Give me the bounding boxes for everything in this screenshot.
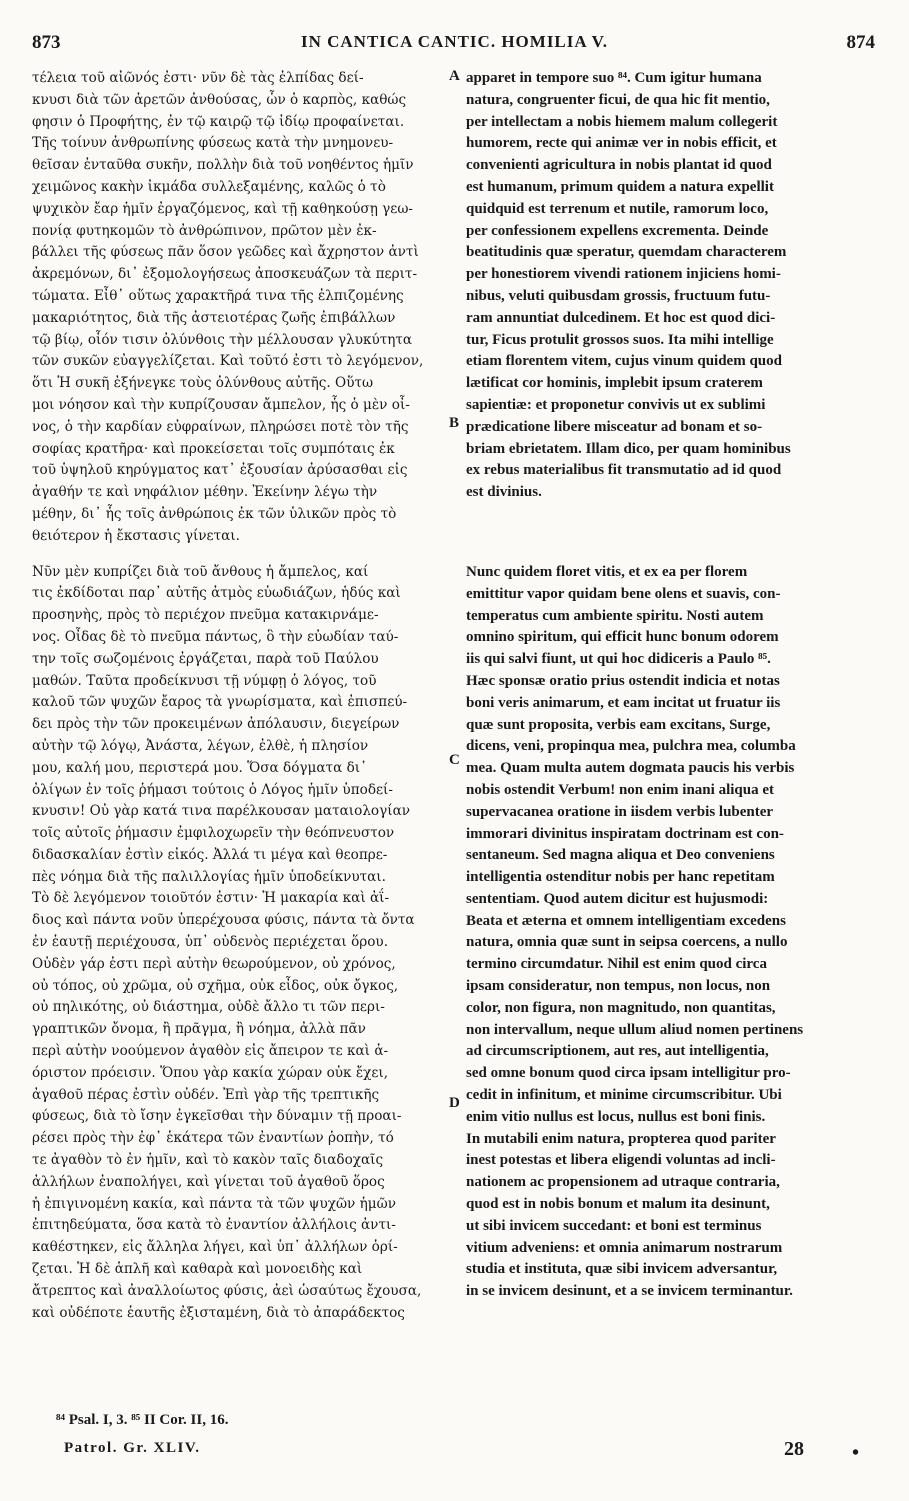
greek-text-line: πονίᾳ φυτηκομῶν τὸ ἀνθρώπινον, πρῶτον μὲν ἐκ- [32,222,377,239]
left-column-number: 873 [32,32,61,53]
section-marker-b: B [449,415,460,431]
latin-text-line: ram annuntiat dulcedinem. Et hoc est quod dici- [466,309,776,326]
greek-text-line: φύσεως, διὰ τὸ ἴσην ἐγκεῖσθαι τὴν δύναμιν τῇ προαι- [32,1108,402,1125]
greek-text-line: περὶ αὐτὴν νοούμενον ἀγαθὸν εἰς ἄπειρον τε καὶ ἀ- [32,1043,389,1060]
latin-text-line: nobis ostendit Verbum! non enim inani aliqua et [466,781,774,798]
greek-text-line: δει πρὸς τὴν τῶν προκειμένων ἀπόλαυσιν, διεγείρων [32,716,400,733]
greek-text-line: ἄτρεπτος καὶ ἀναλλοίωτος φύσις, ἀεὶ ὡσαύτως ἔχουσα, [32,1282,422,1299]
greek-text-line: ἀλλήλων ἐναπολήγει, καὶ γίνεται τοῦ ἀγαθοῦ ὅρος [32,1173,385,1190]
latin-paragraph-1 [466,68,876,504]
printer-mark: • [852,1442,860,1464]
latin-text-line: omnino spiritum, qui efficit hunc bonum odorem [466,629,779,646]
greek-text-line: διδασκαλίαν ἐστὶν εἰκός. Ἀλλά τι μέγα καὶ θεοπρε- [32,846,388,863]
greek-text-line: αὐτὴν τῷ λόγῳ, Ἀνάστα, λέγων, ἐλθὲ, ἡ πλησίον [32,737,369,754]
greek-text-line: τῷ βίῳ, οἷόν τισιν ὀλύνθοις τὴν μέλλουσαν γλυκύτητα [32,331,413,348]
section-marker-a: A [449,68,460,84]
latin-text-line: natura, omnia quæ sunt in seipsa coercens, a nullo [466,934,788,951]
latin-text-line: per confessionem expellens excrementa. Deinde [466,222,769,239]
latin-text-line: briam ebrietatem. Illam dico, per quam hominibus [466,440,791,457]
latin-text-line: quod est in nobis bonum et malum ita desinunt, [466,1196,770,1213]
latin-text-line: Hæc sponsæ oratio prius ostendit indicia et notas [466,672,780,689]
greek-text-line: καὶ οὐδέποτε ἑαυτῆς ἐξισταμένη, διὰ τὸ ἀπαράδεκτος [32,1304,405,1321]
latin-text-line: inest potestas et libera eligendi voluntas ad incli- [466,1152,776,1169]
greek-text-line: Νῦν μὲν κυπρίζει διὰ τοῦ ἄνθους ἡ ἄμπελος, καί [32,563,369,580]
greek-text-line: μου, καλή μου, περιστερά μου. Ὅσα δόγματα δι᾽ [32,759,367,776]
greek-text-line: ἀγαθοῦ πέρας ἐστὶν οὐδέν. Ἐπὶ γὰρ τῆς τρεπτικῆς [32,1086,380,1103]
latin-text-line: ipsam consideratur, non tempus, non locus, non [466,978,771,995]
latin-text-line: In mutabili enim natura, propterea quod pariter [466,1130,776,1147]
greek-text-line: τῶν συκῶν εὐαγγελίζεται. Καὶ τοῦτό ἐστι τὸ λεγόμενον, [32,353,424,370]
greek-text-line: καλοῦ τῶν ψυχῶν ἔαρος τὰ γνωρίσματα, καὶ ἐπισπεύ- [32,694,408,711]
latin-text-line: Nunc quidem floret vitis, et ex ea per florem [466,563,748,580]
latin-text-line: est divinius. [466,484,542,501]
latin-text-line: studia et instituta, quæ sibi invicem adversantur, [466,1261,778,1278]
source-line: Patrol. Gr. XLIV. [64,1440,201,1456]
section-marker-d: D [449,1095,460,1111]
greek-text-line: οὐ τόπος, οὐ χρῶμα, οὐ σχῆμα, οὐκ εἶδος, οὐκ ὄγκος, [32,977,399,994]
greek-text-line: χειμῶνος κακὴν ἰκμάδα συλλεξαμένης, καλῶς ὁ τὸ [32,178,386,195]
greek-text-line: γραπτικῶν ὄνομα, ἢ πρᾶγμα, ἢ νόημα, ἀλλὰ πᾶν [32,1021,366,1038]
greek-text-line: θειότερον ἡ ἔκστασις γίνεται. [32,527,240,544]
greek-text-line: καθέστηκεν, εἰς ἄλληλα λήγει, καὶ ὑπ᾽ ἀλλήλων ὁρί- [32,1239,398,1256]
greek-paragraph-2 [32,562,444,1325]
greek-text-line: ἡ ἐπιγινομένη κακία, καὶ πάντα τὰ τῶν ψυχῶν ἡμῶν [32,1195,396,1212]
latin-text-line: in se invicem desinunt, et a se invicem terminantur. [466,1283,793,1300]
latin-text-line: nibus, veluti quibusdam grossis, fructuum futu- [466,287,771,304]
greek-paragraph-1 [32,68,444,548]
greek-text-line: Τῆς τοίνυν ἀνθρωπίνης φύσεως κατὰ τὴν μνημονευ- [32,135,394,152]
latin-text-line: sed omne bonum quod circa ipsam intelligitur pro- [466,1065,791,1082]
latin-text-line: est humanum, primum quidem a natura expellit [466,178,774,195]
greek-text-line: ρέσει πρὸς τὴν ἐφ᾽ ἑκάτερα τῶν ἐναντίων ῥοπὴν, τό [32,1130,394,1147]
greek-text-line: τώματα. Εἶθ᾽ οὕτως χαρακτῆρά τινα τῆς ἐλπιζομένης [32,287,404,304]
running-title: IN CANTICA CANTIC. HOMILIA V. [300,32,609,51]
latin-text-line: Beata et æterna et omnem intelligentiam excedens [466,912,786,929]
greek-text-line: Τὸ δὲ λεγόμενον τοιοῦτόν ἐστιν· Ἡ μακαρία καὶ ἀΐ- [32,890,390,907]
latin-text-line: mea. Quam multa autem dogmata paucis his verbis [466,760,795,777]
greek-text-line: ὀλίγων ἐν τοῖς ῥήμασι τούτοις ὁ Λόγος ἡμῖν ὑποδεί- [32,781,393,798]
greek-text-line: προσηνὴς, πρὸς τὸ περιέχον πνεῦμα κατακιρνάμε- [32,607,379,624]
greek-text-line: τε ἀγαθὸν τὸ ἐν ἡμῖν, καὶ τὸ κακὸν ταῖς διαδοχαῖς [32,1152,384,1169]
latin-text-line: ad circumscriptionem, aut res, aut intelligentia, [466,1043,769,1060]
greek-text-line: τοῖς αὐτοῖς ῥήμασιν ἐμφιλοχωρεῖν τὴν θεόπνευστον [32,825,395,842]
latin-text-line: natura, congruenter ficui, de qua hic fit mentio, [466,91,770,108]
latin-text-line: beatitudinis quæ speratur, quemdam characterem [466,244,787,261]
latin-text-line: prædicatione libere misceatur ad bonam et so- [466,418,763,435]
greek-text-line: όριστον πρόεισιν. Ὅπου γὰρ κακία χώραν οὐκ ἔχει, [32,1064,389,1081]
latin-text-line: convenienti agricultura in nobis plantat id quod [466,157,772,174]
latin-text-line: immorari divinitus inspiratam doctrinam est con- [466,825,784,842]
latin-text-line: etiam florentem vitem, cujus vinum quidem quod [466,353,782,370]
greek-text-line: την τοῖς σωζομένοις ἐργάζεται, παρὰ τοῦ Παύλου [32,650,379,667]
latin-text-line: dicens, veni, propinqua mea, pulchra mea, columba [466,738,796,755]
right-column-number: 874 [846,32,875,53]
latin-paragraph-2 [466,562,876,1303]
greek-text-line: νος. Οἶδας δὲ τὸ πνεῦμα πάντως, ὃ τὴν εὐωδίαν ταύ- [32,628,399,645]
greek-text-line: φησιν ὁ Προφήτης, ἐν τῷ καιρῷ τῷ ἰδίῳ προφαίνεται. [32,113,405,130]
latin-text-line: ex rebus materialibus fit transmutatio ad id quod [466,462,782,479]
greek-text-line: ζεται. Ἡ δὲ ἁπλῆ καὶ καθαρὰ καὶ μονοειδὴς καὶ [32,1261,363,1278]
latin-text-line: apparet in tempore suo ⁸⁴. Cum igitur humana [466,70,762,86]
greek-text-line: μακαριότητος, διὰ τῆς ἀστειοτέρας ζωῆς ἐπιβάλλων [32,309,396,326]
greek-text-line: μαθών. Ταῦτα προδείκνυσι τῇ νύμφῃ ὁ λόγος, τοῦ [32,672,377,689]
latin-text-line: boni veris animarum, et eam incitat ut fruatur iis [466,694,781,711]
footnotes: ⁸⁴ Psal. I, 3. ⁸⁵ II Cor. II, 16. [56,1412,229,1428]
latin-text-line: tur, Ficus protulit grossos suos. Ita mihi intellige [466,331,774,348]
greek-text-line: ὅτι Ἡ συκῆ ἐξήνεγκε τοὺς ὀλύνθους αὐτῆς. Οὕτω [32,375,374,392]
latin-text-line: quæ sunt proposita, verbis eam excitans, Surge, [466,716,771,733]
latin-text-line: quidquid est terrenum et nutile, ramorum loco, [466,200,769,217]
latin-text-line: per intellectam a nobis hiemem malum collegerit [466,113,778,130]
latin-text-line: enim vitio nullus est locus, nullus est boni finis. [466,1108,766,1125]
greek-column [32,68,444,1324]
greek-text-line: ἐπιτηδεύματα, ὅσα κατὰ τὸ ἐναντίον ἀλλήλοις ἀντι- [32,1217,396,1234]
latin-text-line: nationem ac propensionem ad utraque contraria, [466,1174,780,1191]
greek-text-line: θεῖσαν ἐνταῦθα συκῆν, πολλὴν διὰ τοῦ νοηθέντος ἡμῖν [32,157,414,174]
latin-text-line: color, non figura, non magnitudo, non quantitas, [466,999,776,1016]
greek-text-line: Οὐδὲν γάρ ἐστι περὶ αὐτὴν θεωρούμενον, οὐ χρόνος, [32,955,396,972]
latin-text-line: ut sibi invicem succedant: et boni est terminus [466,1217,762,1234]
greek-text-line: τοῦ ὑψηλοῦ κηρύγματος κατ᾽ ἐξουσίαν ἀρύσασθαι εἰς [32,462,408,479]
greek-text-line: τις ἐκδίδοται παρ᾽ αὐτῆς ἀτμὸς εὐωδιάζων, ἡδύς καὶ [32,585,401,602]
latin-text-line: sapientiæ: et proponetur convivis ut ex sublimi [466,396,766,413]
latin-text-line: sententiam. Quod autem dicitur est hujusmodi: [466,890,769,907]
section-marker-c: C [449,752,460,768]
latin-text-line: humorem, recte qui animæ ver in nobis efficit, et [466,135,777,152]
greek-text-line: τέλεια τοῦ αἰῶνός ἐστι· νῦν δὲ τὰς ἐλπίδας δεί- [32,70,364,86]
latin-text-line: vitium adveniens: et omnia animarum nostrarum [466,1239,783,1256]
latin-text-line: supervacanea oratione in iisdem verbis lubenter [466,803,774,820]
greek-text-line: σοφίας κρατῆρα· καὶ προκείσεται τοῖς συμπόταις ἐκ [32,440,395,457]
greek-text-line: βάλλει τῆς φύσεως πᾶν ὅσον γεῶδες καὶ ἄχρηστον ἀντὶ [32,244,419,261]
latin-text-line: per honestiorem vivendi rationem injiciens homi- [466,266,781,283]
greek-text-line: κνυσιν! Οὐ γὰρ κατά τινα παρέλκουσαν ματαιολογίαν [32,803,411,820]
greek-text-line: οὐ πηλικότης, οὐ διάστημα, οὐδὲ ἄλλο τι τῶν περι- [32,999,385,1016]
page-header [0,32,909,58]
greek-text-line: νος, ὁ τὴν καρδίαν εὐφραίνων, πληρώσει ποτὲ τὸν τῆς [32,418,409,435]
greek-text-line: ἐν ἑαυτῇ περιέχουσα, ὑπ᾽ οὐδενὸς περιέχεται ὅρου. [32,934,389,951]
latin-text-line: non intervallum, neque ullum aliud nomen pertinens [466,1021,804,1038]
greek-text-line: ἀγαθήν τε καὶ νηφάλιον μέθην. Ἐκείνην λέγω τὴν [32,484,378,501]
latin-column [466,68,876,1303]
greek-text-line: κνυσι διὰ τῶν ἀρετῶν ἀνθούσας, ὧν ὁ καρπὸς, καθώς [32,91,407,108]
signature-mark: 28 [784,1438,804,1460]
greek-text-line: πὲς νόημα διὰ τῆς παλιλλογίας ἡμῖν ὑποδείκνυται. [32,868,386,885]
latin-text-line: emittitur vapor quidam bene olens et suavis, con- [466,585,781,602]
latin-text-line: lætificat cor hominis, implebit ipsum craterem [466,375,763,392]
latin-text-line: intelligentia ostenditur nobis per hanc repetitam [466,869,775,886]
latin-text-line: iis qui salvi fiunt, ut qui hoc didiceris a Paulo ⁸⁵. [466,651,771,668]
latin-text-line: temperatus cum ambiente spiritu. Nosti autem [466,607,764,624]
greek-text-line: μοι νόησον καὶ τὴν κυπρίζουσαν ἄμπελον, ἧς ὁ μὲν οἶ- [32,396,410,413]
latin-text-line: sentaneum. Sed magna aliqua et Deo conveniens [466,847,775,864]
latin-text-line: termino circumdatur. Nihil est enim quod circa [466,956,767,973]
greek-text-line: ψυχικὸν ἔαρ ἡμῖν ἐργαζόμενος, καὶ τῇ καθηκούσῃ γεω- [32,200,414,217]
greek-text-line: διος καὶ πάντα νοῦν ὑπερέχουσα φύσις, πάντα τὰ ὄντα [32,912,415,929]
greek-text-line: μέθην, δι᾽ ἧς τοῖς ἀνθρώποις ἐκ τῶν ὑλικῶν πρὸς τὸ [32,505,397,522]
greek-text-line: ἀκρεμόνων, δι᾽ ἐξομολογήσεως ἀποσκευάζων τὰ περιτ- [32,266,418,283]
latin-text-line: cedit in infinitum, et minime circumscribitur. Ubi [466,1087,782,1104]
